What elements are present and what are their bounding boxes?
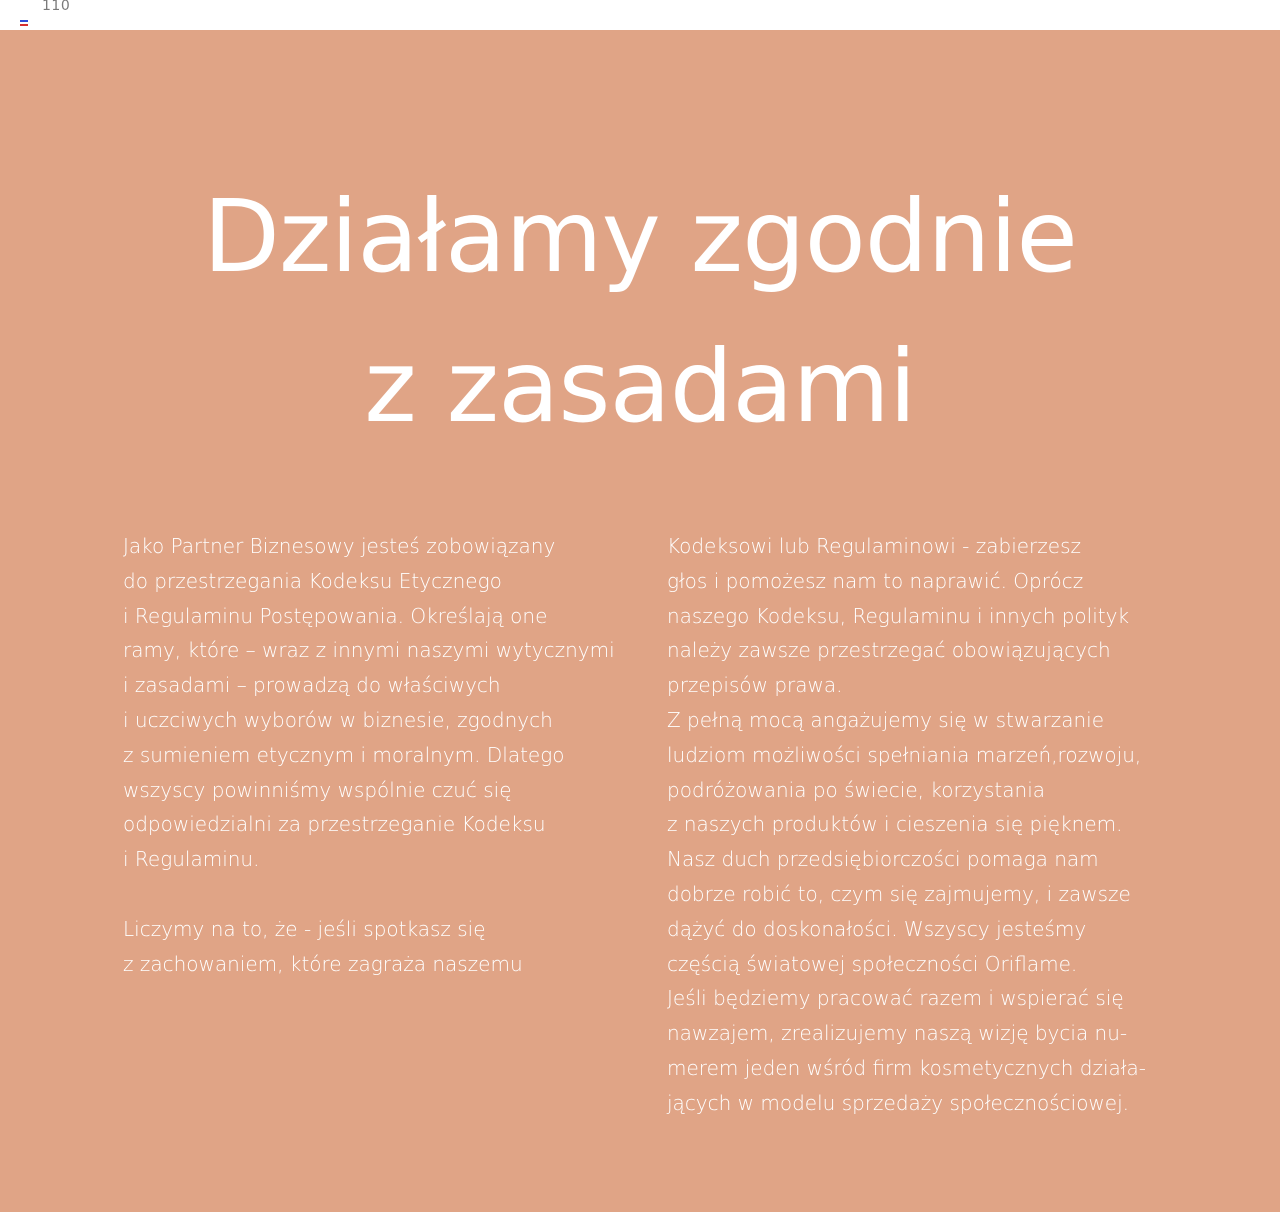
page-number: 110 <box>42 0 71 14</box>
text-line: i zasadami – prowadzą do właściwych <box>123 673 501 698</box>
text-line: Nasz duch przedsiębiorczości pomaga nam <box>667 847 1099 872</box>
text-line: należy zawsze przestrzegać obowiązujących <box>667 638 1111 663</box>
text-line: przepisów prawa. <box>667 673 843 698</box>
text-line: dobrze robić to, czym się zajmujemy, i zawsze <box>667 881 1131 906</box>
text-line: nawzajem, zrealizujemy naszą wizję bycia nu- <box>667 1021 1128 1046</box>
text-line: dążyć do doskonałości. Wszyscy jesteśmy <box>667 916 1087 941</box>
text-line: merem jeden wśród firm kosmetycznych działa- <box>667 1055 1146 1080</box>
text-line: wszyscy powinniśmy wspólnie czuć się <box>123 777 512 802</box>
headline-line-1: Działamy zgodnie <box>203 178 1077 295</box>
text-line: częścią światowej społeczności Oriflame. <box>667 951 1078 976</box>
text-line: odpowiedzialni za przestrzeganie Kodeksu <box>123 812 546 837</box>
left-paragraph-1 <box>123 529 643 877</box>
headline-line-2: z zasadami <box>364 328 916 445</box>
right-column <box>667 529 1167 1121</box>
text-line: Jeśli będziemy pracować razem i wspierać się <box>667 986 1124 1011</box>
text-line: ramy, które – wraz z innymi naszymi wytycznymi <box>123 638 615 663</box>
text-line: naszego Kodeksu, Regulaminu i innych polityk <box>667 603 1130 628</box>
text-line: z naszych produktów i cieszenia się pięknem. <box>667 812 1123 837</box>
text-line: do przestrzegania Kodeksu Etycznego <box>123 568 502 593</box>
text-line: i Regulaminu Postępowania. Określają one <box>123 603 548 628</box>
paragraph-gap <box>123 877 643 912</box>
text-line: z zachowaniem, które zagraża naszemu <box>123 951 523 976</box>
text-line: jących w modelu sprzedaży społecznościowej. <box>667 1090 1130 1115</box>
text-line: Liczymy na to, że - jeśli spotkasz się <box>123 916 486 941</box>
text-line: Kodeksowi lub Regulaminowi - zabierzesz <box>667 534 1081 558</box>
text-line: z sumieniem etycznym i moralnym. Dlatego <box>123 742 565 767</box>
page-headline <box>0 162 1280 462</box>
text-line: podróżowania po świecie, korzystania <box>667 777 1046 802</box>
text-line: Z pełną mocą angażujemy się w stwarzanie <box>667 707 1105 732</box>
text-line: i Regulaminu. <box>123 847 260 872</box>
text-line: głos i pomożesz nam to naprawić. Oprócz <box>667 568 1084 593</box>
left-paragraph-2 <box>123 912 643 982</box>
flag-icon <box>20 20 28 26</box>
text-line: Jako Partner Biznesowy jesteś zobowiązany <box>123 534 556 558</box>
text-line: i uczciwych wyborów w biznesie, zgodnych <box>123 707 553 732</box>
left-column <box>123 529 643 981</box>
text-line: ludziom możliwości spełniania marzeń,rozwoju, <box>667 742 1142 767</box>
